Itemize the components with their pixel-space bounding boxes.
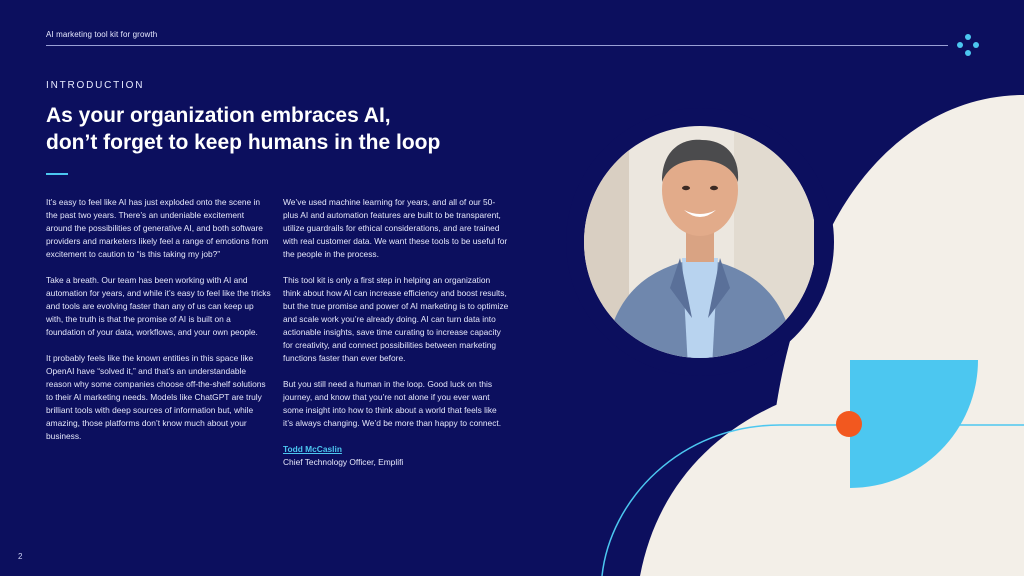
author-portrait-photo [584, 118, 814, 368]
body-paragraph: We’ve used machine learning for years, and all of our 50-plus AI and automation features are built to be transparent, utilize guardrails for ethical considerations, and are trained with real customer data. We want these tools to be useful for the people in the process. [283, 197, 508, 259]
orange-dot [836, 411, 862, 437]
body-paragraph: But you still need a human in the loop. Good luck on this journey, and know that you’re not alone if you ever want some insight into how to think about a world that feels like it’s always changing. We’d be more than happy to connect. [283, 379, 502, 428]
body-paragraph: This tool kit is only a first step in helping an organization think about how AI can increase efficiency and boost results, but the true promise and power of AI marketing is to optimize and scale work you’re already doing. AI can turn data into actionable insights, save time curating to increase capacity for creativity, and connect possibilities between marketing functions faster than ever before. [283, 275, 509, 363]
section-eyebrow: INTRODUCTION [46, 80, 145, 91]
body-paragraph: It’s easy to feel like AI has just exploded onto the scene in the past two years. There’s an undeniable excitement around the possibilities of generative AI, and both software providers and marketers likely feel a range of emotions from excitement to caution to “is this taking my job?” [46, 197, 269, 259]
headline-line-1: As your organization embraces AI, [46, 104, 391, 127]
body-paragraph: Take a breath. Our team has been working with AI and automation for years, and while it’s easy to feel like the tricks and tools are evolving faster than any of us can keep up with, the truth is that the promise of AI is built on a foundation of your data, workflows, and your own people. [46, 275, 271, 337]
signature-name-link[interactable]: Todd McCaslin [283, 444, 342, 454]
right-text-column [283, 196, 509, 469]
brand-logo-icon [957, 34, 979, 56]
page-headline [46, 102, 546, 156]
headline-line-2: don’t forget to keep humans in the loop [46, 131, 441, 154]
document-header-title: AI marketing tool kit for growth [46, 30, 158, 39]
headline-accent-bar [46, 173, 68, 175]
body-paragraph: It probably feels like the known entities in this space like OpenAI have “solved it,” and that’s an understandable reason why some companies choose off-the-shelf solutions to their AI marketing needs. Models like ChatGPT are truly brilliant tools with deep sources of information but, while amazing, those platforms don’t know much about your business. [46, 353, 266, 441]
page-number: 2 [18, 552, 23, 561]
left-text-column [46, 196, 272, 456]
signature-block [283, 443, 509, 469]
signature-title: Chief Technology Officer, Emplifi [283, 457, 404, 467]
header-divider [46, 45, 948, 46]
